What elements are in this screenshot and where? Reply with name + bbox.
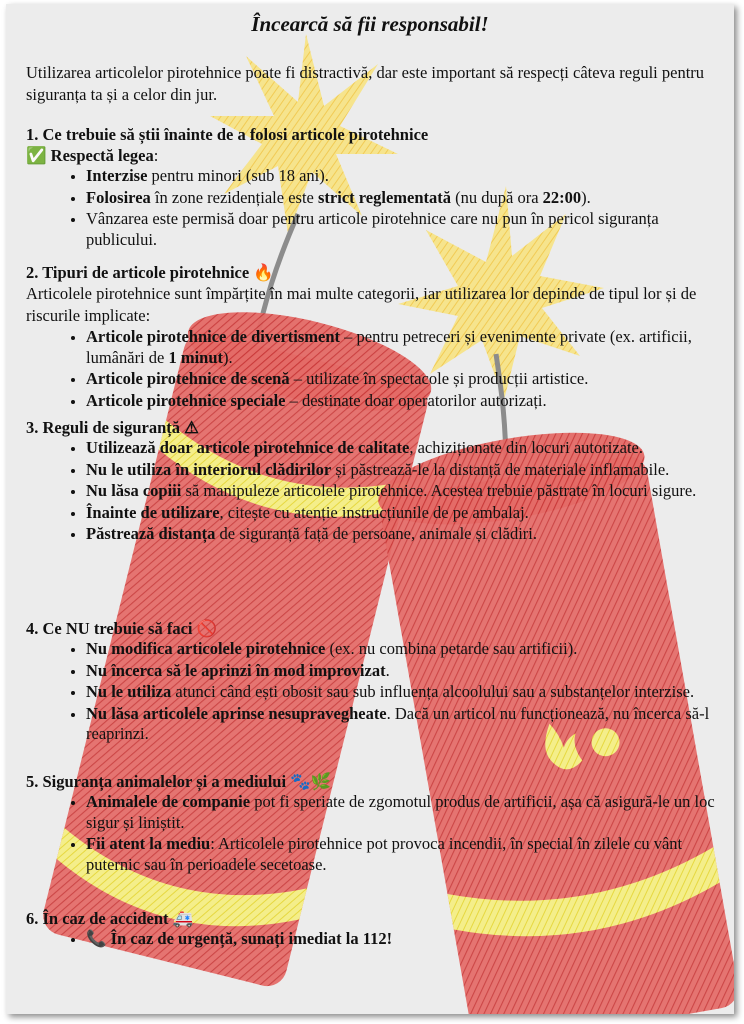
section-6-heading: 6. În caz de accident 🚑: [26, 909, 194, 928]
list-item: • Nu le utiliza în interiorul clădirilor și păstrează-le la distanță de materiale inflamabile.: [86, 460, 716, 481]
list-item: • Utilizează doar articole pirotehnice de calitate, achiziționate din locuri autorizate.: [86, 438, 716, 459]
section-4-list: [26, 639, 716, 745]
section-2-description: Articolele pirotehnice sunt împărțite în mai multe categorii, iar utilizarea lor depinde de tipul lor și de riscurile implicate:: [26, 284, 697, 325]
list-item: • Nu le utiliza atunci când ești obosit sau sub influența alcoolului sau a substanțelor interzise.: [86, 682, 716, 703]
section-5-list: [26, 792, 716, 875]
warning-icon: ⚠: [184, 418, 199, 437]
section-2: [26, 262, 716, 412]
list-item: • Articole pirotehnice de divertisment – pentru petreceri și evenimente private (ex. artificii, lumânări de 1 minut).: [86, 327, 716, 368]
list-item: • Fii atent la mediu: Articolele pirotehnice pot provoca incendii, în special în zilele cu vânt puternic sau în perioadele secetoase.: [86, 834, 716, 875]
section-6-list: [26, 929, 716, 950]
prohibited-icon: 🚫: [196, 619, 218, 638]
fire-icon: 🔥: [253, 263, 274, 282]
list-item: • Articole pirotehnice de scenă – utilizate în spectacole și producții artistice.: [86, 369, 716, 390]
section-2-list: [26, 327, 716, 411]
list-item: • Nu încerca să le aprinzi în mod improvizat.: [86, 661, 716, 682]
list-item: • Vânzarea este permisă doar pentru articole pirotehnice care nu pun în pericol siguranța publicului.: [86, 209, 716, 250]
list-item: • 📞 În caz de urgență, sunați imediat la 112!: [86, 929, 716, 950]
section-5-heading: 5. Siguranța animalelor și a mediului 🐾🌿: [26, 772, 332, 791]
section-4: [26, 618, 716, 746]
law-subheading: ✅ Respectă legea:: [26, 146, 159, 165]
list-item: • Nu lăsa copiii să manipuleze articolele pirotehnice. Acestea trebuie păstrate în locuri sigure.: [86, 481, 716, 502]
section-3: [26, 417, 716, 546]
section-3-heading: 3. Reguli de siguranță ⚠: [26, 418, 199, 437]
list-item: • Nu modifica articolele pirotehnice (ex. nu combina petarde sau artificii).: [86, 639, 716, 660]
section-1: [26, 124, 716, 251]
section-5: [26, 771, 716, 876]
section-1-heading: 1. Ce trebuie să știi înainte de a folosi articole pirotehnice: [26, 125, 429, 144]
section-3-list: [26, 438, 716, 545]
check-icon: ✅: [26, 146, 47, 165]
ambulance-icon: 🚑: [172, 909, 194, 928]
section-2-heading: 2. Tipuri de articole pirotehnice 🔥: [26, 263, 274, 282]
document-page: [6, 4, 734, 1014]
paw-leaf-icon: 🐾🌿: [290, 772, 332, 791]
section-6: [26, 908, 716, 951]
list-item: • Folosirea în zone rezidențiale este strict reglementată (nu după ora 22:00).: [86, 188, 716, 209]
phone-icon: 📞: [86, 929, 107, 948]
page-title: Încearcă să fii responsabil!: [251, 12, 489, 36]
list-item: • Animalele de companie pot fi speriate de zgomotul produs de artificii, așa că asigură-le un loc sigur și liniștit.: [86, 792, 716, 833]
list-item: • Înainte de utilizare, citește cu atenție instrucțiunile de pe ambalaj.: [86, 503, 716, 524]
section-1-list: [26, 166, 716, 250]
list-item: • Interzise pentru minori (sub 18 ani).: [86, 166, 716, 187]
list-item: • Păstrează distanța de siguranță față de persoane, animale și clădiri.: [86, 524, 716, 545]
list-item: • Articole pirotehnice speciale – destinate doar operatorilor autorizați.: [86, 391, 716, 412]
list-item: • Nu lăsa articolele aprinse nesupravegheate. Dacă un articol nu funcționează, nu încerca să-l reaprinzi.: [86, 704, 716, 745]
intro-paragraph: Utilizarea articolelor pirotehnice poate fi distractivă, dar este important să respecți câteva reguli pentru siguranța ta și a celor din jur.: [26, 63, 705, 104]
section-4-heading: 4. Ce NU trebuie să faci 🚫: [26, 619, 218, 638]
